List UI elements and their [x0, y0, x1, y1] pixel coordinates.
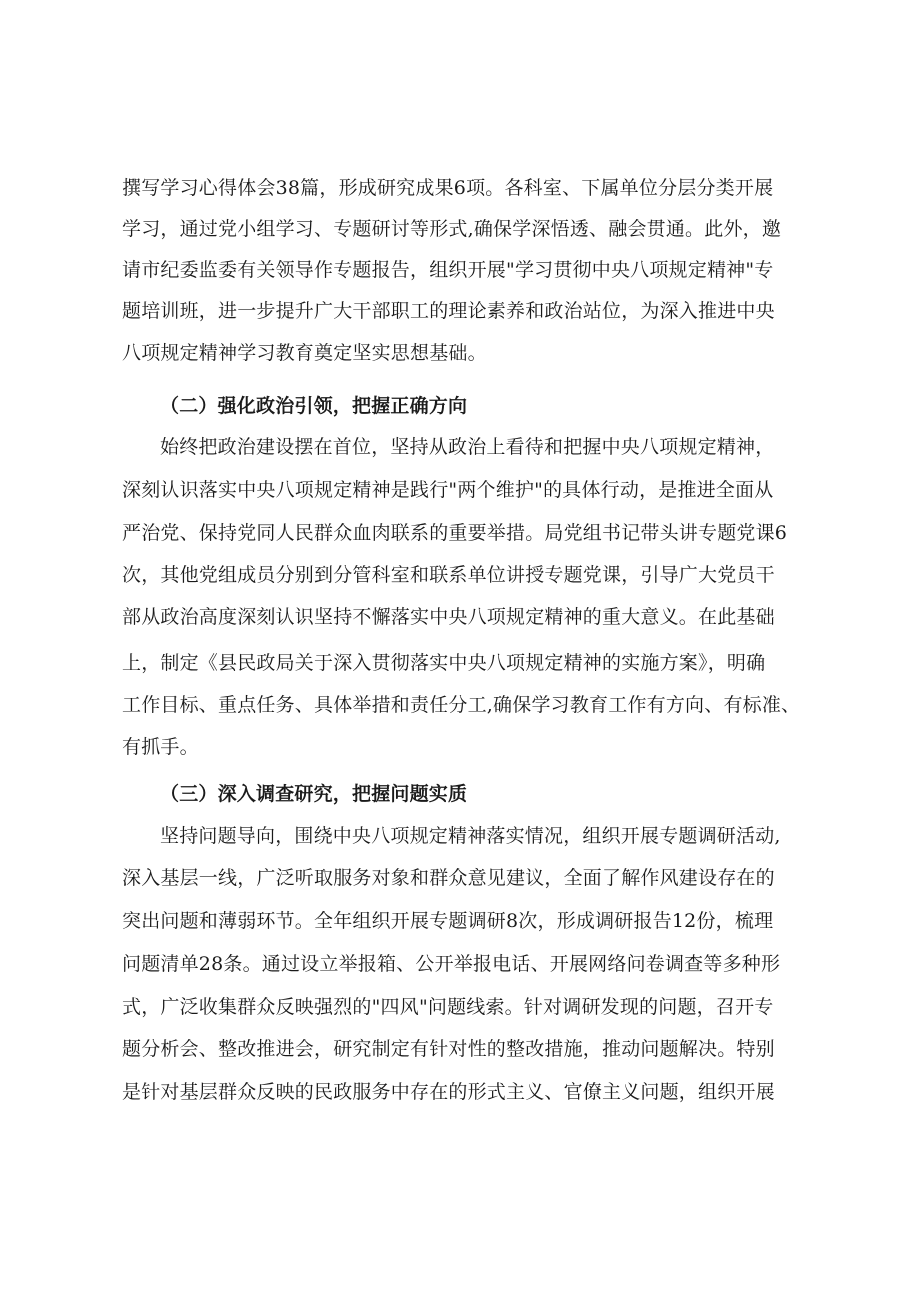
paragraph-3-line-4: 问题清单28条。通过设立举报箱、公开举报电话、开展网络问卷调查等多种形	[122, 953, 781, 975]
section-heading-2: （二）强化政治引领，把握正确方向	[160, 395, 468, 417]
paragraph-1-line-2: 学习，通过党小组学习、专题研讨等形式,确保学深悟透、融会贯通。此外，邀	[122, 218, 782, 240]
paragraph-1-line-3: 请市纪委监委有关领导作专题报告，组织开展"学习贯彻中央八项规定精神"专	[122, 259, 774, 281]
paragraph-2-line-2: 深刻认识落实中央八项规定精神是践行"两个维护"的具体行动，是推进全面从	[122, 479, 774, 501]
paragraph-1-line-1: 撰写学习心得体会38篇，形成研究成果6项。各科室、下属单位分层分类开展	[122, 177, 774, 199]
paragraph-1-line-5: 八项规定精神学习教育奠定坚实思想基础。	[122, 342, 487, 364]
paragraph-3-line-5: 式，广泛收集群众反映强烈的"四风"问题线索。针对调研发现的问题，召开专	[122, 996, 774, 1018]
paragraph-2-line-1: 始终把政治建设摆在首位，坚持从政治上看待和把握中央八项规定精神，	[160, 436, 775, 458]
paragraph-3-line-3: 突出问题和薄弱环节。全年组织开展专题调研8次，形成调研报告12份，梳理	[122, 910, 774, 932]
paragraph-2-line-7: 工作目标、重点任务、具体举措和责任分工,确保学习教育工作有方向、有标准、	[122, 694, 801, 716]
paragraph-2-line-8: 有抓手。	[122, 736, 199, 758]
paragraph-2-line-3: 严治党、保持党同人民群众血肉联系的重要举措。局党组书记带头讲专题党课6	[122, 522, 788, 544]
paragraph-3-line-6: 题分析会、整改推进会，研究制定有针对性的整改措施，推动问题解决。特别	[122, 1038, 775, 1060]
paragraph-3-line-7: 是针对基层群众反映的民政服务中存在的形式主义、官僚主义问题，组织开展	[122, 1081, 775, 1103]
paragraph-2-line-5: 部从政治高度深刻认识坚持不懈落实中央八项规定精神的重大意义。在此基础	[122, 606, 775, 628]
paragraph-3-line-1: 坚持问题导向，围绕中央八项规定精神落实情况，组织开展专题调研活动,	[160, 825, 781, 847]
paragraph-2-line-6: 上，制定《县民政局关于深入贯彻落实中央八项规定精神的实施方案》，明确	[122, 652, 766, 674]
section-heading-3: （三）深入调查研究，把握问题实质	[160, 783, 468, 805]
paragraph-2-line-4: 次，其他党组成员分别到分管科室和联系单位讲授专题党课，引导广大党员干	[122, 564, 775, 586]
paragraph-3-line-2: 深入基层一线，广泛听取服务对象和群众意见建议，全面了解作风建设存在的	[122, 867, 775, 889]
paragraph-1-line-4: 题培训班，进一步提升广大干部职工的理论素养和政治站位，为深入推进中央	[122, 300, 775, 322]
